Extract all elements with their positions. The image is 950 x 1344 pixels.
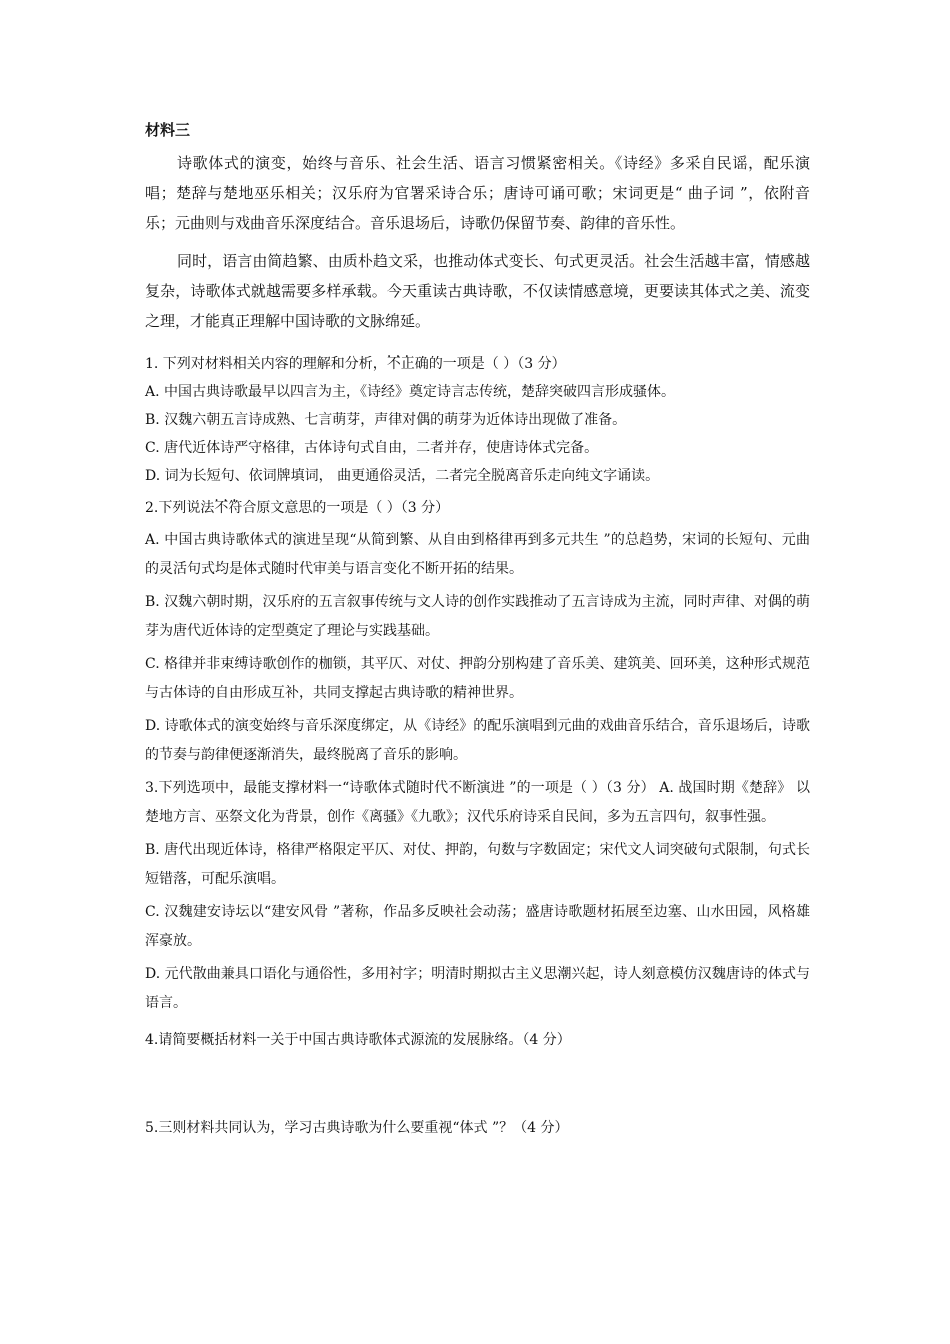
question-1-pre: 1. 下列对材料相关内容的理解和分析， — [145, 356, 387, 372]
question-1-option-a: A. 中国古典诗歌最早以四言为主，《诗经》奠定诗言志传统，楚辞突破四言形成骚体。 — [145, 384, 676, 400]
question-1-post: 的一项是（ ）（3 分） — [428, 356, 566, 372]
question-2 — [145, 494, 810, 522]
question-2-option-d: D. 诗歌体式的演变始终与音乐深度绑定，从《诗经》的配乐演唱到元曲的戏曲音乐结合，音乐退场后，诗歌的节奏与韵律便逐渐消失，最终脱离了音乐的影响。 — [145, 718, 810, 763]
question-4: 4.请简要概括材料一关于中国古典诗歌体式源流的发展脉络。（4 分） — [145, 1032, 571, 1048]
question-3-option-d: D. 元代散曲兼具口语化与通俗性，多用衬字；明清时期拟古主义思潮兴起，诗人刻意模仿汉魏唐诗的体式与语言。 — [145, 966, 810, 1011]
section-heading: 材料三 — [145, 121, 191, 139]
question-2-option-a: A. 中国古典诗歌体式的演进呈现“从简到繁、从自由到格律再到多元共生 ”的总趋势，宋词的长短句、元曲的灵活句式均是体式随时代审美与语言变化不断开拓的结果。 — [145, 532, 810, 577]
document-page — [145, 118, 810, 1142]
material-paragraph-1: 诗歌体式的演变，始终与音乐、社会生活、语言习惯紧密相关。《诗经》多采自民谣，配乐演唱；楚辞与楚地巫乐相关；汉乐府为官署采诗合乐；唐诗可诵可歌；宋词更是“ 曲子词 ”，依附音乐；元曲则与戏曲音乐深度结合。音乐退场后，诗歌仍保留节奏、韵律的音乐性。 — [145, 154, 810, 232]
question-3-option-c: C. 汉魏建安诗坛以“建安风骨 ”著称，作品多反映社会动荡；盛唐诗歌题材拓展至边塞、山水田园，风格雄浑豪放。 — [145, 904, 810, 949]
answer-space — [145, 1054, 810, 1114]
question-1-option-d: D. 词为长短句、依词牌填词， 曲更通俗灵活，二者完全脱离音乐走向纯文字诵读。 — [145, 468, 660, 484]
question-1-option-b: B. 汉魏六朝五言诗成熟、七言萌芽，声律对偶的萌芽为近体诗出现做了准备。 — [145, 412, 627, 428]
question-3-option-b: B. 唐代出现近体诗，格律严格限定平仄、对仗、押韵，句数与字数固定；宋代文人词突破句式限制，句式长短错落，可配乐演唱。 — [145, 842, 810, 887]
question-2-post: 原文意思的一项是（ ）（3 分） — [256, 500, 450, 516]
question-2-pre: 2.下列说法 — [145, 500, 215, 516]
question-5: 5.三则材料共同认为，学习古典诗歌为什么要重视“体式 ”？（4 分） — [145, 1120, 569, 1136]
question-1-option-c: C. 唐代近体诗严守格律，古体诗句式自由，二者并存，使唐诗体式完备。 — [145, 440, 599, 456]
question-3: 3.下列选项中，最能支撑材料一“诗歌体式随时代不断演进 ”的一项是（ ）（3 分） A. 战国时期《楚辞》 以楚地方言、巫祭文化为背景，创作《离骚》《九歌》；汉代乐府诗采自民间，多为五言四句，叙事性强。 — [145, 780, 810, 825]
question-1-emphasis: · · · 不正确 — [387, 356, 429, 372]
material-paragraph-2: 同时，语言由简趋繁、由质朴趋文采，也推动体式变长、句式更灵活。社会生活越丰富，情感越复杂，诗歌体式就越需要多样承载。今天重读古典诗歌，不仅读情感意境，更要读其体式之美、流变之理，才能真正理解中国诗歌的文脉绵延。 — [145, 252, 810, 330]
question-1 — [145, 350, 810, 378]
question-2-emphasis: · · · 不符合 — [214, 500, 256, 516]
question-2-option-c: C. 格律并非束缚诗歌创作的枷锁，其平仄、对仗、押韵分别构建了音乐美、建筑美、回环美，这种形式规范与古体诗的自由形成互补，共同支撑起古典诗歌的精神世界。 — [145, 656, 810, 701]
question-2-option-b: B. 汉魏六朝时期，汉乐府的五言叙事传统与文人诗的创作实践推动了五言诗成为主流，同时声律、对偶的萌芽为唐代近体诗的定型奠定了理论与实践基础。 — [145, 594, 810, 639]
